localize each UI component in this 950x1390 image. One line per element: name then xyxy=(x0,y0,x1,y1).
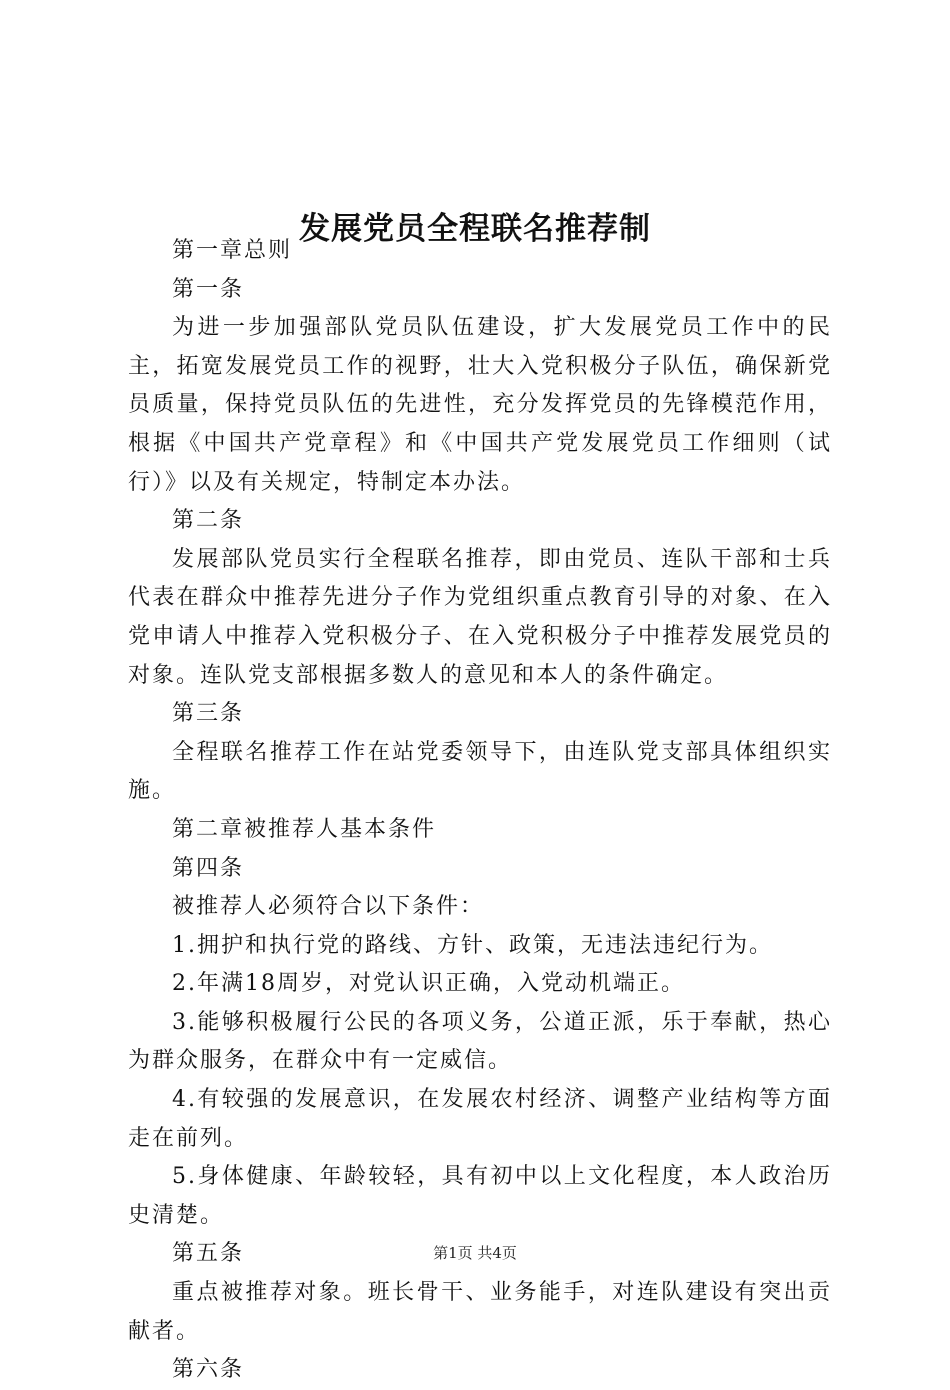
article-heading: 第一条 xyxy=(172,276,245,302)
article-paragraph: 发展部队党员实行全程联名推荐，即由党员、连队干部和士兵代表在群众中推荐先进分子作为党组织重点教育引导的对象、在入党申请人中推荐入党积极分子、在入党积极分子中推荐发展党员的对象。连队党支部根据多数人的意见和本人的条件确定。 xyxy=(128,546,832,688)
list-item: 3.能够积极履行公民的各项义务，公道正派，乐于奉献，热心为群众服务，在群众中有一定威信。 xyxy=(128,1009,832,1074)
article-heading: 第六条 xyxy=(172,1357,245,1383)
article-paragraph: 为进一步加强部队党员队伍建设，扩大发展党员工作中的民主，拓宽发展党员工作的视野，壮大入党积极分子队伍，确保新党员质量，保持党员队伍的先进性，充分发挥党员的先锋模范作用，根据《中国共产党章程》和《中国共产党发展党员工作细则（试行）》以及有关规定，特制定本办法。 xyxy=(128,315,832,495)
list-item: 1.拥护和执行党的路线、方针、政策，无违法违纪行为。 xyxy=(172,932,773,958)
article-heading: 第三条 xyxy=(172,701,245,727)
list-item: 2.年满18周岁，对党认识正确，入党动机端正。 xyxy=(172,971,685,997)
article-heading: 第五条 xyxy=(172,1241,245,1267)
article-heading: 第四条 xyxy=(172,855,245,881)
document-body xyxy=(128,232,832,1390)
article-paragraph: 被推荐人必须符合以下条件： xyxy=(172,894,485,920)
chapter-heading: 第二章被推荐人基本条件 xyxy=(172,816,437,842)
article-paragraph: 重点被推荐对象。班长骨干、业务能手，对连队建设有突出贡献者。 xyxy=(128,1280,832,1344)
document-title: 发展党员全程联名推荐制 xyxy=(299,210,651,247)
list-item: 5.身体健康、年龄较轻，具有初中以上文化程度，本人政治历史清楚。 xyxy=(128,1164,832,1228)
page-number: 第1页 共4页 xyxy=(433,1244,517,1262)
list-item: 4.有较强的发展意识，在发展农村经济、调整产业结构等方面走在前列。 xyxy=(128,1087,832,1151)
chapter-heading: 第一章总则 xyxy=(172,238,293,263)
article-heading: 第二条 xyxy=(172,508,245,534)
article-paragraph: 全程联名推荐工作在站党委领导下，由连队党支部具体组织实施。 xyxy=(128,739,832,804)
